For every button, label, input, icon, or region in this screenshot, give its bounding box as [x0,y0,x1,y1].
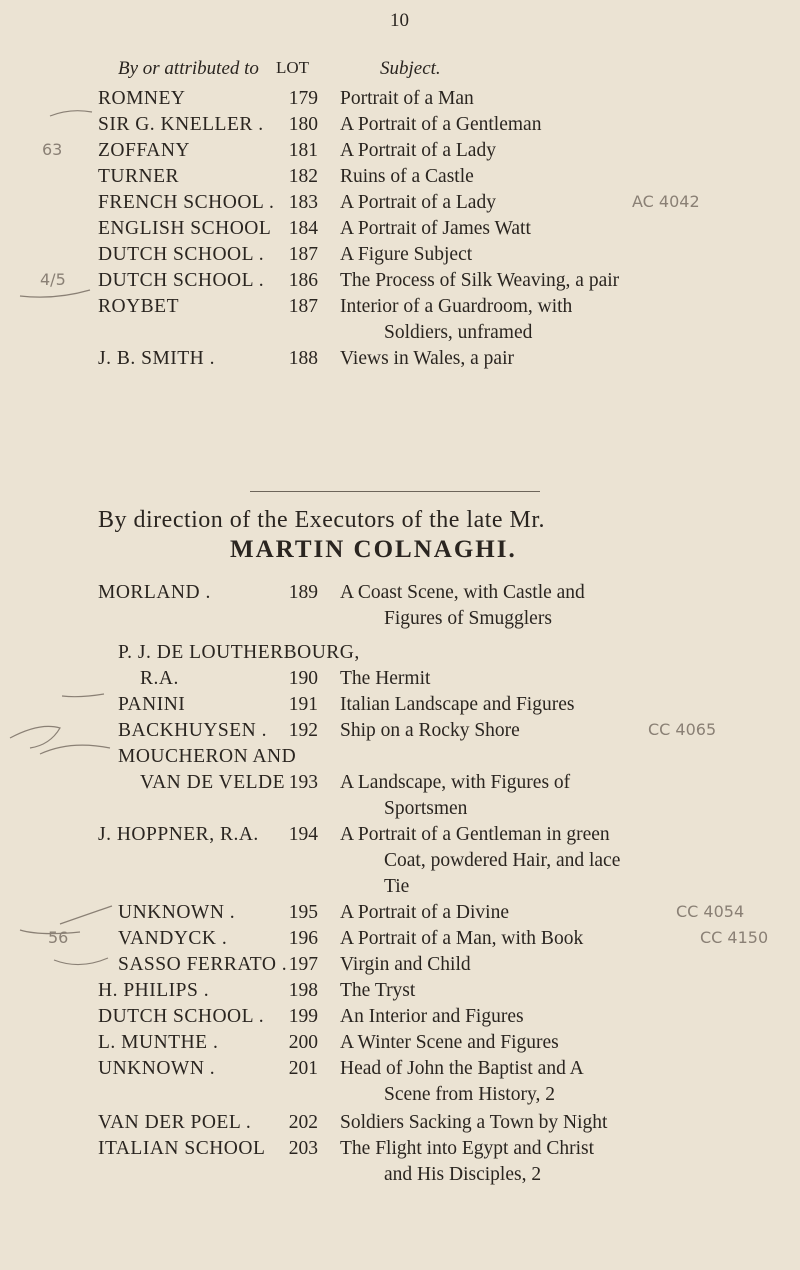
subject-continuation: and His Disciples, 2 [384,1164,542,1185]
direction-heading: By direction of the Executors of the late Mr. [98,507,546,533]
section-divider [250,491,540,492]
handwritten-note: CC 4065 [648,720,717,739]
margin-mark: 4/5 [40,270,66,289]
margin-mark: 63 [42,140,63,159]
subject-continuation: Figures of Smugglers [384,608,552,629]
header-subject: Subject. [380,58,441,79]
handwritten-note: CC 4054 [676,902,745,921]
header-artist: By or attributed to [118,58,259,79]
subject-continuation: Sportsmen [384,798,468,819]
subject-continuation: Scene from History, 2 [384,1084,555,1105]
collector-name: MARTIN COLNAGHI. [230,536,517,563]
header-lot: LOT [276,58,310,77]
page-number: 10 [390,10,409,31]
handwritten-note: CC 4150 [700,928,769,947]
margin-mark: 56 [48,928,69,947]
catalogue-page: 10 By or attributed to LOT Subject. ROMNEY 179 Portrait of a Man SIR G. KNELLER . 180 A Portrait of a Gentleman ZOFFANY 181 A Portrait of a Lady TURNER 182 Ruins of a Castle FRENCH SCHOOL . 183 A Portrait of a Lady ENGLISH SCHOOL 184 A Portrait of James Watt DUTCH SCHOOL . 187 A Figure Subject DUTCH SCHOOL . 186 The Process of Silk Weaving, a pair ROYBET 187 Interior of a Guardroom, with Soldiers, unframed J. B. SMITH . 188 Views in Wales, a pair By direction of the Executors of the late Mr. MARTIN COLNAGHI. MORLAND . 189 A Coast Scene, with Castle and Figures of Smugglers P. J. DE LOUTHERBOURG, R.A. 190 The Hermit PANINI 191 Italian Landscape and Figures BACKHUYSEN . 192 Ship on a Rocky Shore MOUCHERON AND VAN DE VELDE 193 A Landscape, with Figures of Sportsmen J. HOPPNER, R.A. 194 A Portrait of a Gentleman in green Coat, powdered Hair, and lace Tie UNKNOWN . 195 A Portrait of a Divine VANDYCK . 196 A Portrait of a Man, with Book SASSO FERRATO . 197 Virgin and Child H. PHILIPS . 198 The Tryst DUTCH SCHOOL . 199 An Interior and Figures L. MUNTHE . 200 A Winter Scene and Figures UNKNOWN . 201 Head of John the Baptist and A Scene from History, 2 VAN DER POEL . 202 Soldiers Sacking a Town by Night ITALIAN SCHOOL 203 The Flight into Egypt and Christ and His Disciples, 2 AC 4042 CC 4065 CC 4054 CC 4150 63 4/5 56 [0,0,800,1270]
subject-continuation: Coat, powdered Hair, and lace [384,850,621,871]
subject-continuation: Tie [384,876,410,897]
subject-continuation: Soldiers, unframed [384,322,533,343]
handwritten-note: AC 4042 [632,192,700,211]
